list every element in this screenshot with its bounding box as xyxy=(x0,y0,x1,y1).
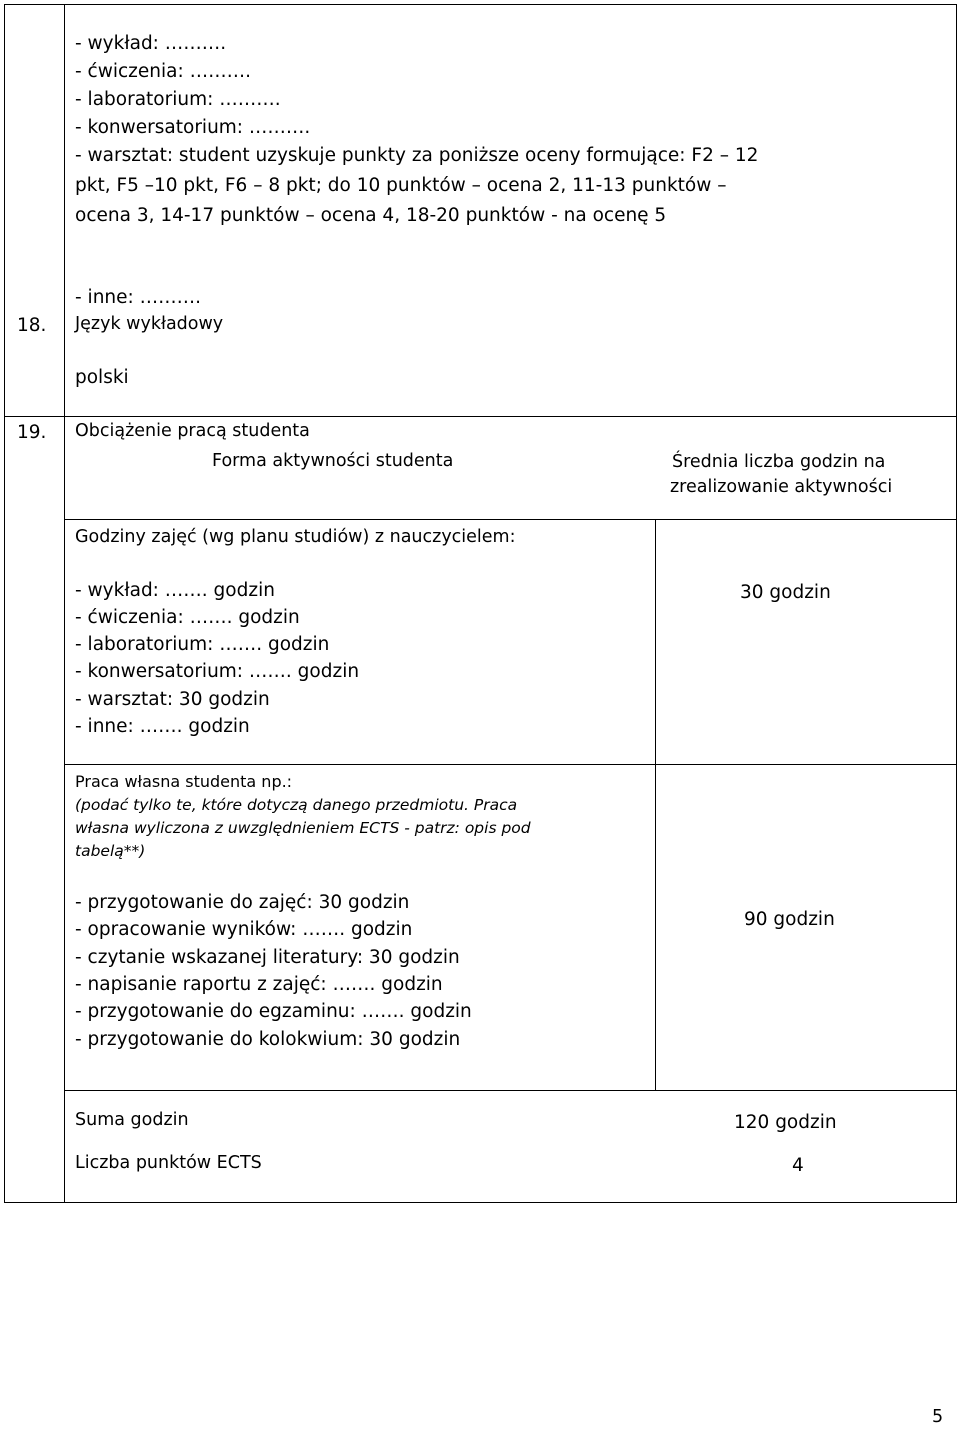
row-18-number: 18. xyxy=(17,315,47,336)
self-study-total: 90 godzin xyxy=(744,909,835,930)
top-line-1: - wykład: ………. xyxy=(75,33,227,54)
sum-hours-value: 120 godzin xyxy=(734,1112,837,1133)
top-line-5: - warsztat: student uzyskuje punkty za poniższe oceny formujące: F2 – 12 xyxy=(75,145,759,166)
ects-value: 4 xyxy=(792,1155,804,1176)
self-item-reading: - czytanie wskazanej literatury: 30 godzin xyxy=(75,947,460,968)
contact-item-seminar: - konwersatorium: ……. godzin xyxy=(75,661,360,682)
table-border-bottom xyxy=(4,1202,957,1203)
inne-line: - inne: ………. xyxy=(75,287,202,308)
self-study-heading: Praca własna studenta np.: xyxy=(75,772,293,791)
row-19-title: Obciążenie pracą studenta xyxy=(75,421,310,441)
contact-item-exercises: - ćwiczenia: ……. godzin xyxy=(75,607,300,628)
top-line-4: - konwersatorium: ………. xyxy=(75,117,311,138)
table-border-top xyxy=(4,4,957,5)
top-line-7: ocena 3, 14-17 punktów – ocena 4, 18-20 punktów - na ocenę 5 xyxy=(75,205,667,226)
row-divider-19 xyxy=(4,416,957,417)
self-item-exam-prep: - przygotowanie do egzaminu: ……. godzin xyxy=(75,1001,472,1022)
self-item-report: - napisanie raportu z zajęć: ……. godzin xyxy=(75,974,443,995)
contact-hours-total: 30 godzin xyxy=(740,582,831,603)
column-divider xyxy=(64,4,65,1203)
self-item-results: - opracowanie wyników: ……. godzin xyxy=(75,919,413,940)
sum-hours-label: Suma godzin xyxy=(75,1110,189,1130)
row-19-number: 19. xyxy=(17,422,47,443)
page-number: 5 xyxy=(932,1407,944,1427)
inner-h-self-bottom xyxy=(65,1090,956,1091)
contact-item-lecture: - wykład: ……. godzin xyxy=(75,580,275,601)
contact-item-laboratory: - laboratorium: ……. godzin xyxy=(75,634,330,655)
inner-v-divider xyxy=(655,519,656,1091)
row-18-value: polski xyxy=(75,367,129,388)
contact-item-other: - inne: ……. godzin xyxy=(75,716,250,737)
self-item-colloquium-prep: - przygotowanie do kolokwium: 30 godzin xyxy=(75,1029,461,1050)
inner-h-contact-bottom xyxy=(65,764,956,765)
row-18-title: Język wykładowy xyxy=(75,314,224,334)
self-item-class-prep: - przygotowanie do zajęć: 30 godzin xyxy=(75,892,410,913)
header-activity-form: Forma aktywności studenta xyxy=(212,451,454,471)
top-line-3: - laboratorium: ………. xyxy=(75,89,281,110)
table-border-left xyxy=(4,4,5,1203)
table-border-right xyxy=(956,4,957,1203)
header-avg-hours-2: zrealizowanie aktywności xyxy=(670,477,893,497)
contact-hours-heading: Godziny zajęć (wg planu studiów) z nauczycielem: xyxy=(75,527,516,547)
inner-h-header-bottom xyxy=(65,519,956,520)
top-line-2: - ćwiczenia: ………. xyxy=(75,61,251,82)
self-study-note-2: własna wyliczona z uwzględnieniem ECTS - patrz: opis pod xyxy=(75,819,531,837)
top-line-6: pkt, F5 –10 pkt, F6 – 8 pkt; do 10 punktów – ocena 2, 11-13 punktów – xyxy=(75,175,727,196)
self-study-note-1: (podać tylko te, które dotyczą danego przedmiotu. Praca xyxy=(75,796,518,814)
contact-item-workshop: - warsztat: 30 godzin xyxy=(75,689,270,710)
ects-label: Liczba punktów ECTS xyxy=(75,1153,262,1173)
header-avg-hours-1: Średnia liczba godzin na xyxy=(672,452,886,472)
self-study-note-3: tabelą**) xyxy=(75,842,146,860)
